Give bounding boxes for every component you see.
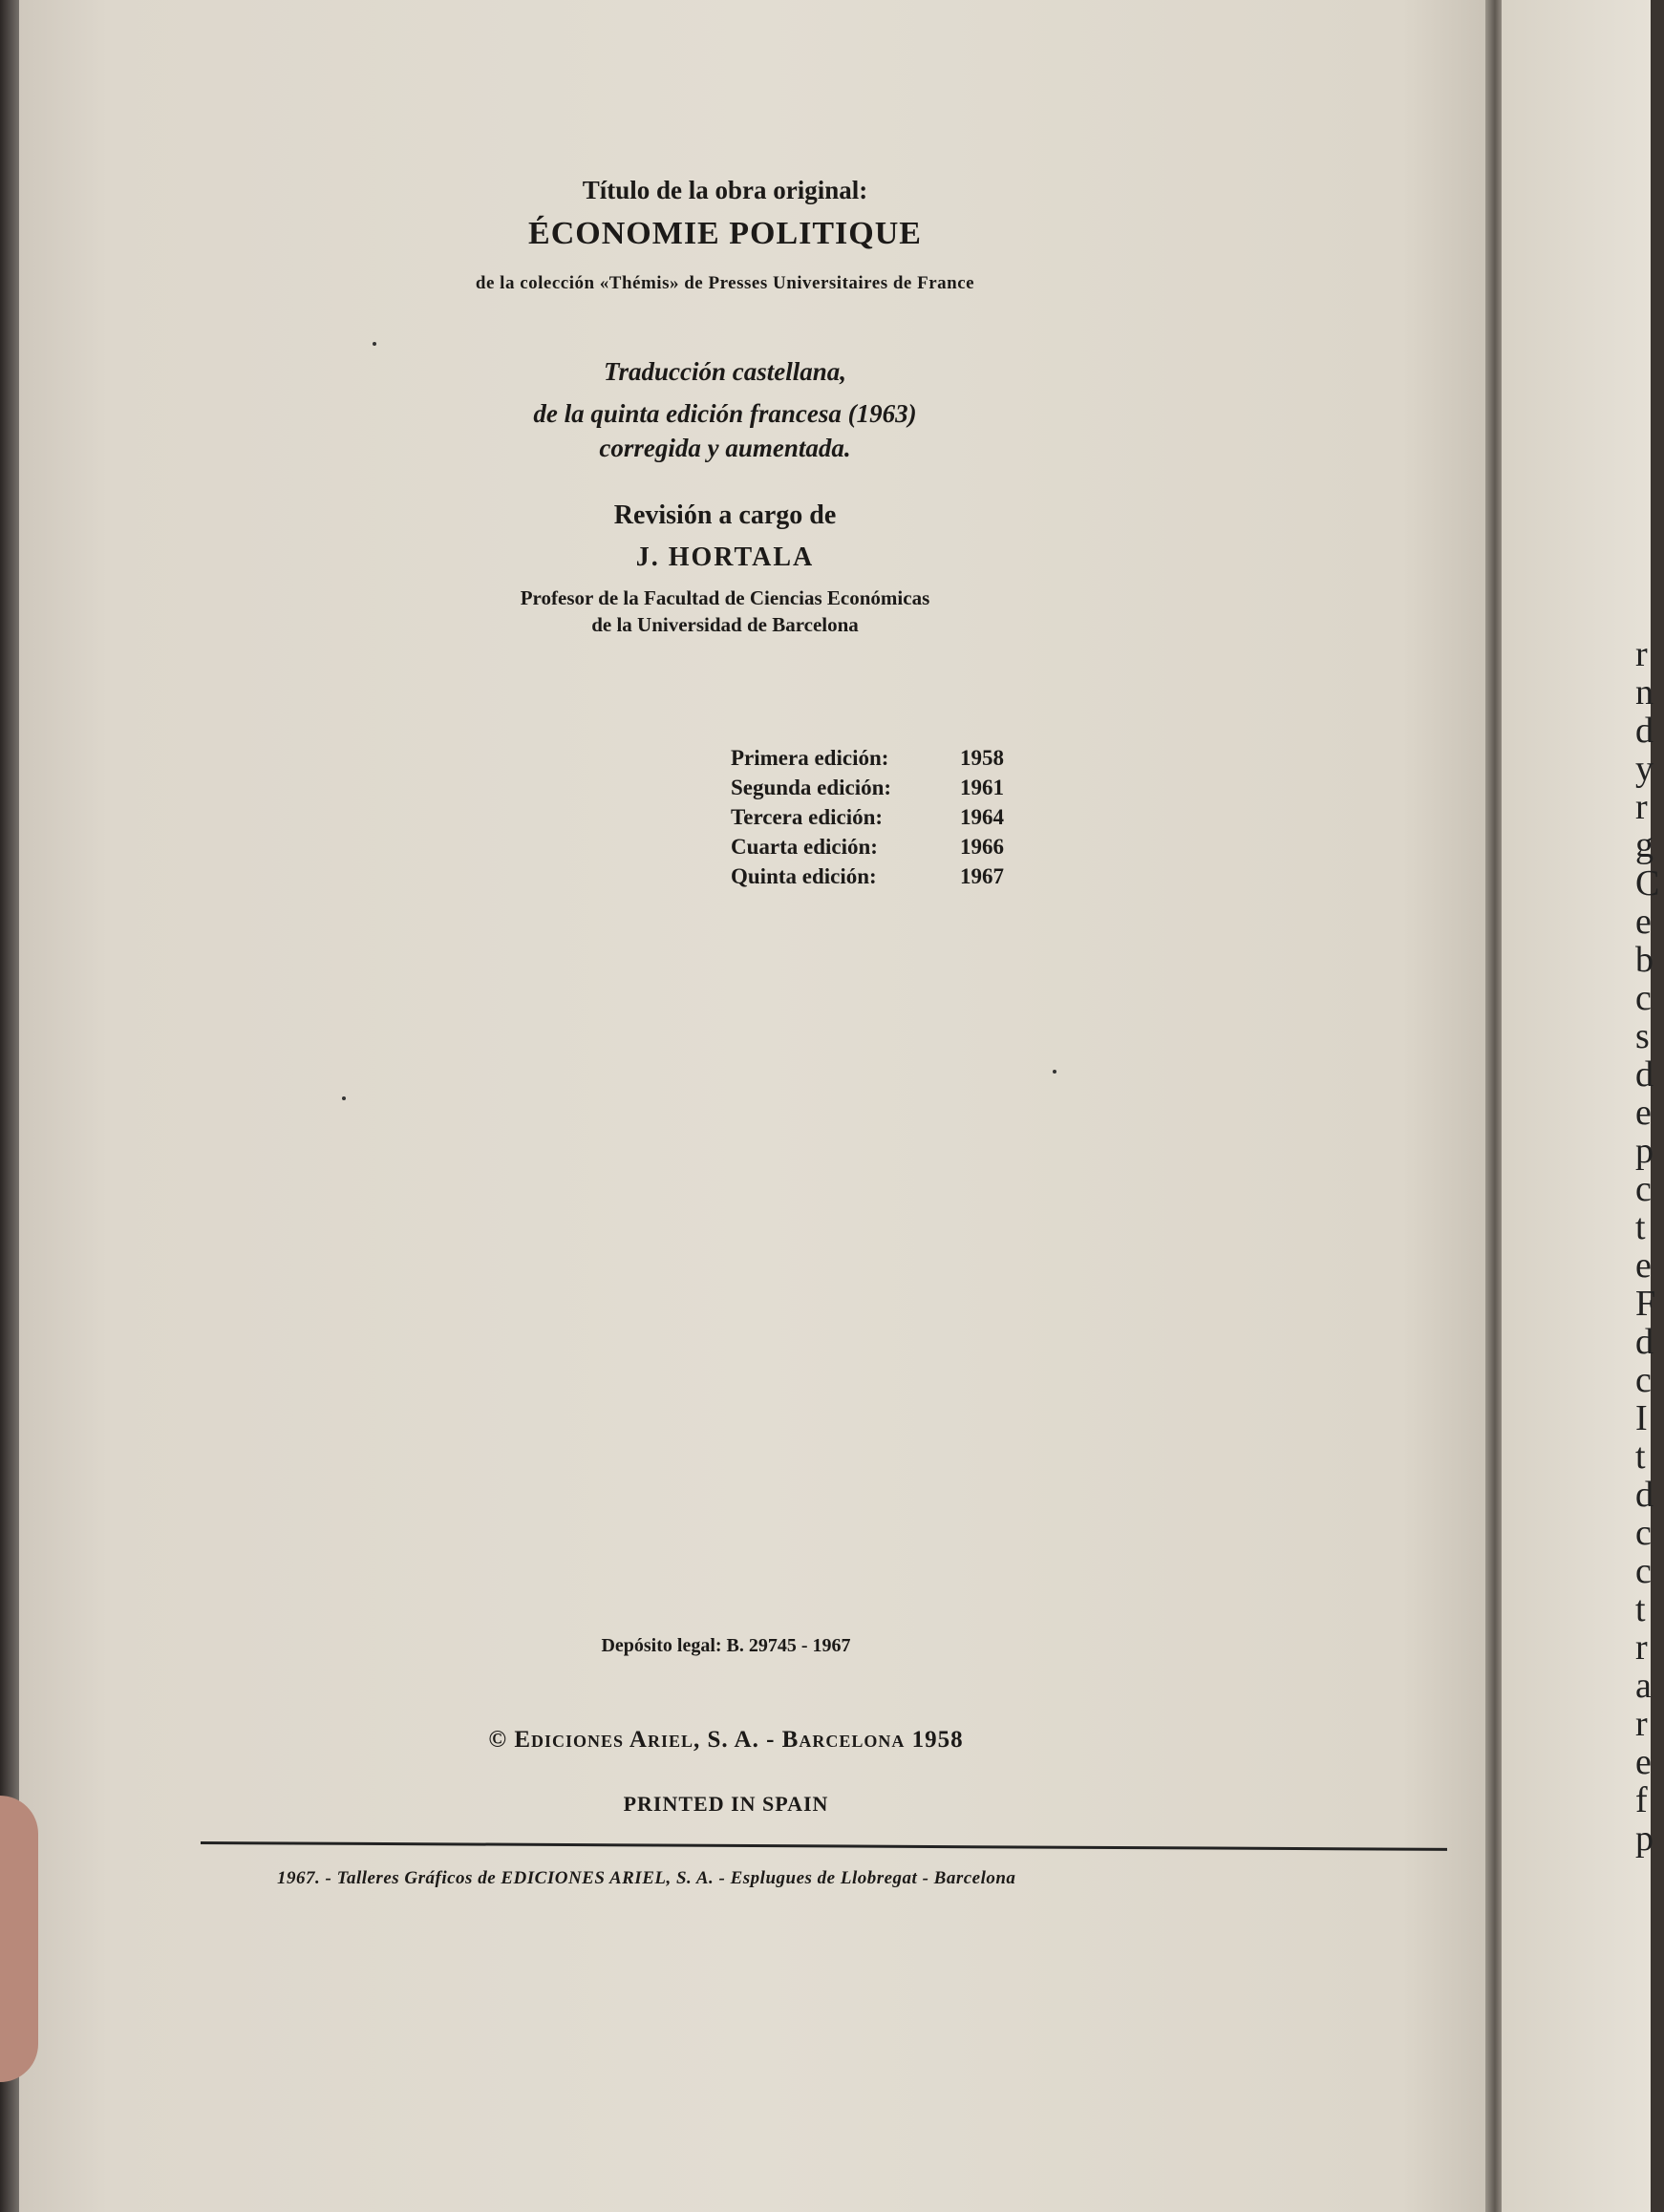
edition-label: Primera edición: <box>731 746 889 770</box>
facing-page <box>1502 0 1660 2212</box>
edition-year: 1961 <box>960 776 1004 799</box>
facing-page-letter: c <box>1635 1169 1652 1209</box>
edition-row <box>731 861 1004 891</box>
edition-row <box>731 743 1004 773</box>
facing-page-text-edge <box>1635 635 1664 1858</box>
edition-year: 1958 <box>960 746 1004 770</box>
facing-page-letter: r <box>1635 1704 1648 1744</box>
printer-colophon: 1967. - Talleres Gráficos de EDICIONES ARIEL, S. A. - Esplugues de Llobregat - Barcelona <box>277 1868 1016 1888</box>
paper-speck <box>373 342 376 346</box>
facing-page-letter: t <box>1635 1436 1646 1477</box>
facing-page-letter: e <box>1635 1742 1652 1782</box>
facing-page-letter: d <box>1635 1054 1653 1095</box>
book-page <box>19 0 1490 2212</box>
copyright-line: © Ediciones Ariel, S. A. - Barcelona 1958 <box>488 1727 964 1753</box>
deposito-legal: Depósito legal: B. 29745 - 1967 <box>601 1635 851 1656</box>
reviser-name: J. HORTALA <box>635 542 815 572</box>
facing-page-letter: t <box>1635 1207 1646 1247</box>
edition-list <box>731 743 1004 891</box>
facing-page-letter: F <box>1635 1284 1656 1324</box>
facing-page-letter: f <box>1635 1780 1648 1820</box>
facing-page-letter: d <box>1635 711 1653 751</box>
facing-page-letter: a <box>1635 1666 1652 1706</box>
edition-label: Quinta edición: <box>731 864 877 888</box>
translation-line-2: de la quinta edición francesa (1963) <box>533 399 917 428</box>
translation-line-1: Traducción castellana, <box>604 357 846 386</box>
printed-in-spain: PRINTED IN SPAIN <box>623 1792 829 1816</box>
facing-page-letter: r <box>1635 787 1648 827</box>
facing-page-letter: d <box>1635 1475 1653 1515</box>
edition-label: Tercera edición: <box>731 805 884 829</box>
revision-label: Revisión a cargo de <box>613 500 837 530</box>
original-title: ÉCONOMIE POLITIQUE <box>528 216 922 251</box>
affiliation-line-2: de la Universidad de Barcelona <box>591 613 859 636</box>
facing-page-letter: I <box>1635 1398 1648 1438</box>
facing-page-letter: y <box>1635 749 1653 789</box>
paper-speck <box>342 1096 346 1100</box>
edition-row <box>731 802 1004 832</box>
facing-page-letter: d <box>1635 1322 1653 1362</box>
facing-page-letter: p <box>1635 1819 1653 1859</box>
paper-speck <box>1053 1070 1056 1074</box>
facing-page-letter: c <box>1635 978 1652 1018</box>
affiliation-line-1: Profesor de la Facultad de Ciencias Económicas <box>520 586 930 609</box>
edition-label: Cuarta edición: <box>731 835 878 859</box>
facing-page-letter: t <box>1635 1589 1646 1629</box>
facing-page-letter: c <box>1635 1551 1652 1591</box>
facing-page-letter: g <box>1635 825 1653 865</box>
facing-page-letter: c <box>1635 1360 1652 1400</box>
collection-line: de la colección «Thémis» de Presses Universitaires de France <box>475 273 975 293</box>
facing-page-letter: b <box>1635 940 1653 980</box>
divider-rule <box>201 1841 1447 1851</box>
facing-page-letter: e <box>1635 1245 1652 1286</box>
edition-year: 1966 <box>960 835 1004 859</box>
facing-page-letter: e <box>1635 1093 1652 1133</box>
facing-page-letter: n <box>1635 672 1653 713</box>
facing-page-letter: p <box>1635 1131 1653 1171</box>
original-title-label: Título de la obra original: <box>582 176 868 204</box>
facing-page-letter: c <box>1635 1513 1652 1553</box>
edition-row <box>731 773 1004 802</box>
edition-label: Segunda edición: <box>731 776 892 799</box>
facing-page-letter: r <box>1635 1627 1648 1668</box>
facing-page-letter: r <box>1635 634 1648 674</box>
edition-year: 1967 <box>960 864 1004 888</box>
facing-page-letter: e <box>1635 902 1652 942</box>
finger <box>0 1796 38 2082</box>
facing-page-letter: C <box>1635 863 1660 904</box>
translation-line-3: corregida y aumentada. <box>599 434 851 462</box>
edition-year: 1964 <box>960 805 1004 829</box>
facing-page-letter: s <box>1635 1016 1650 1056</box>
edition-row <box>731 832 1004 861</box>
